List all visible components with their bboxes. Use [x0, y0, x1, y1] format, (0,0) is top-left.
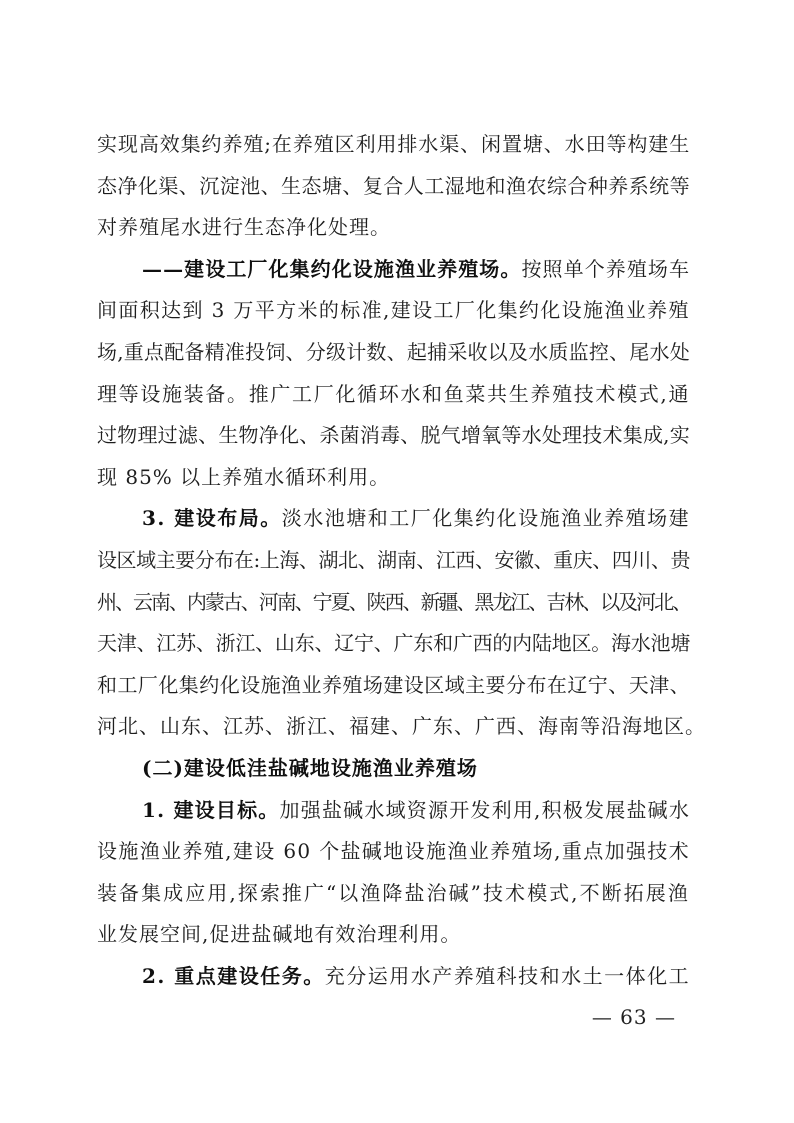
paragraph — [97, 790, 690, 956]
body-text: 和工厂化集约化设施渔业养殖场建设区域主要分布在辽宁、天津、 — [97, 672, 691, 697]
document-body — [97, 124, 706, 997]
text-line — [97, 665, 690, 707]
paragraph — [97, 249, 690, 499]
body-text: 实现高效集约养殖;在养殖区利用排水渠、闲置塘、水田等构建生 — [97, 132, 691, 156]
text-line — [97, 457, 690, 499]
bold-text: 3. 建设布局。 — [142, 506, 282, 531]
body-text: 场,重点配备精准投饲、分级计数、起捕采收以及水质监控、尾水处 — [97, 339, 690, 364]
text-line — [97, 290, 690, 332]
body-text: 间面积达到 3 万平方米的标准,建设工厂化集约化设施渔业养殖 — [97, 298, 690, 323]
section-heading — [97, 748, 690, 790]
body-text: 对养殖尾水进行生态净化处理。 — [97, 215, 391, 240]
paragraph — [97, 498, 706, 748]
text-line — [97, 207, 690, 249]
text-line — [97, 956, 690, 998]
body-text: 按照单个养殖场车 — [521, 256, 691, 281]
text-line — [97, 623, 690, 665]
body-text: 加强盐碱水域资源开发利用,积极发展盐碱水 — [279, 797, 691, 822]
bold-text: ——建设工厂化集约化设施渔业养殖场。 — [142, 256, 522, 281]
text-line — [97, 415, 690, 457]
bold-text: 2. 重点建设任务。 — [142, 963, 325, 988]
page-number: — 63 — — [591, 1005, 676, 1029]
body-text: 过物理过滤、生物净化、杀菌消毒、脱气增氧等水处理技术集成,实 — [97, 423, 690, 448]
body-text: 天津、江苏、浙江、山东、辽宁、广东和广西的内陆地区。海水池塘 — [97, 631, 691, 656]
text-line — [97, 166, 690, 208]
paragraph — [97, 956, 690, 998]
paragraph — [97, 124, 690, 249]
body-text: 理等设施装备。推广工厂化循环水和鱼菜共生养殖技术模式,通 — [97, 381, 691, 406]
text-line — [97, 790, 690, 832]
text-line — [97, 249, 690, 291]
body-text: 业发展空间,促进盐碱地有效治理利用。 — [97, 922, 462, 947]
body-text: 态净化渠、沉淀池、生态塘、复合人工湿地和渔农综合种养系统等 — [97, 173, 691, 198]
body-text: 设区域主要分布在:上海、湖北、湖南、江西、安徽、重庆、四川、贵 — [97, 547, 691, 572]
body-text: 装备集成应用,探索推广“以渔降盐治碱”技术模式,不断拓展渔 — [97, 880, 690, 905]
text-line — [97, 332, 690, 374]
body-text: 州、云南、内蒙古、河南、宁夏、陕西、新疆、黑龙江、吉林、以及河北、 — [97, 589, 691, 614]
text-line — [97, 582, 690, 624]
body-text: 河北、山东、江苏、浙江、福建、广东、广西、海南等沿海地区。 — [97, 714, 706, 739]
text-line — [97, 124, 690, 166]
text-line — [97, 914, 690, 956]
text-line — [97, 498, 690, 540]
body-text: 充分运用水产养殖科技和水土一体化工 — [324, 963, 691, 988]
paragraph — [97, 748, 690, 790]
body-text: 设施渔业养殖,建设 60 个盐碱地设施渔业养殖场,重点加强技术 — [97, 839, 691, 864]
text-line — [97, 706, 706, 748]
text-line — [97, 374, 690, 416]
text-line — [97, 540, 690, 582]
bold-text: 1. 建设目标。 — [142, 797, 280, 822]
body-text: 淡水池塘和工厂化集约化设施渔业养殖场建 — [281, 506, 691, 531]
text-line — [97, 831, 690, 873]
text-line — [97, 873, 690, 915]
bold-text: (二)建设低洼盐碱地设施渔业养殖场 — [142, 755, 478, 780]
body-text: 现 85% 以上养殖水循环利用。 — [97, 464, 391, 489]
